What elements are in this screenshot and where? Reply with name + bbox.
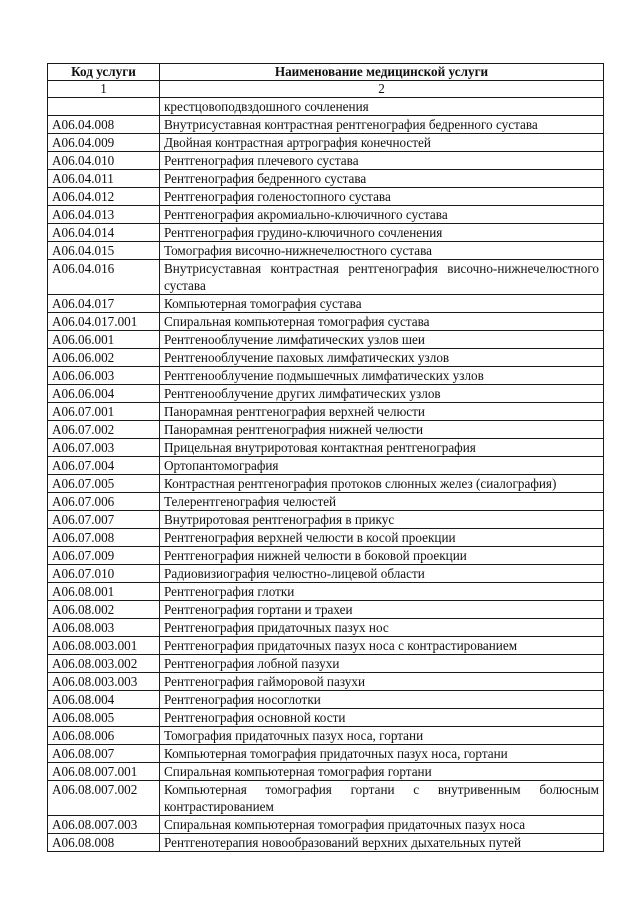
service-code: A06.07.001: [48, 403, 160, 421]
service-name: Рентгенооблучение других лимфатических узлов: [160, 385, 604, 403]
service-name: Спиральная компьютерная томография гортани: [160, 763, 604, 781]
service-name: Внутриротовая рентгенография в прикус: [160, 511, 604, 529]
service-code: A06.04.015: [48, 242, 160, 260]
table-row: [48, 439, 604, 457]
table-row: [48, 152, 604, 170]
service-code: A06.08.003.003: [48, 673, 160, 691]
service-name: Рентгенография гортани и трахеи: [160, 601, 604, 619]
service-code: A06.04.011: [48, 170, 160, 188]
service-code: A06.04.013: [48, 206, 160, 224]
table-row: [48, 385, 604, 403]
service-code: A06.07.005: [48, 475, 160, 493]
header-code: Код услуги: [48, 64, 160, 81]
service-name: Компьютерная томография сустава: [160, 295, 604, 313]
service-name: Рентгенография нижней челюсти в боковой проекции: [160, 547, 604, 565]
service-code: A06.08.001: [48, 583, 160, 601]
table-row: [48, 601, 604, 619]
service-code: A06.08.002: [48, 601, 160, 619]
service-name: Радиовизиография челюстно-лицевой области: [160, 565, 604, 583]
service-name: Рентгенография грудино-ключичного сочленения: [160, 224, 604, 242]
service-name: Спиральная компьютерная томография придаточных пазух носа: [160, 816, 604, 834]
service-name: Двойная контрастная артрография конечностей: [160, 134, 604, 152]
service-code: A06.08.006: [48, 727, 160, 745]
service-code: A06.08.003: [48, 619, 160, 637]
service-code: A06.07.008: [48, 529, 160, 547]
column-number-2: 2: [160, 81, 604, 98]
service-code: A06.08.007.002: [48, 781, 160, 816]
service-name: Контрастная рентгенография протоков слюнных желез (сиалография): [160, 475, 604, 493]
table-row: [48, 98, 604, 116]
service-code: A06.06.003: [48, 367, 160, 385]
service-code: A06.07.009: [48, 547, 160, 565]
table-row: [48, 655, 604, 673]
header-row: [48, 64, 604, 81]
service-name: Рентгенография бедренного сустава: [160, 170, 604, 188]
service-code: A06.04.016: [48, 260, 160, 295]
service-code: A06.08.007: [48, 745, 160, 763]
service-name: Рентгенография лобной пазухи: [160, 655, 604, 673]
service-code: A06.04.009: [48, 134, 160, 152]
service-name: Томография придаточных пазух носа, гортани: [160, 727, 604, 745]
service-name: крестцовоподвздошного сочленения: [160, 98, 604, 116]
table-row: [48, 242, 604, 260]
service-name: Внутрисуставная контрастная рентгенография бедренного сустава: [160, 116, 604, 134]
service-code: A06.04.017.001: [48, 313, 160, 331]
service-code: A06.04.012: [48, 188, 160, 206]
service-code: A06.06.002: [48, 349, 160, 367]
service-name: Рентгенооблучение паховых лимфатических узлов: [160, 349, 604, 367]
table-row: [48, 313, 604, 331]
service-name: Прицельная внутриротовая контактная рентгенография: [160, 439, 604, 457]
table-row: [48, 170, 604, 188]
service-code: A06.07.007: [48, 511, 160, 529]
table-row: [48, 511, 604, 529]
table-row: [48, 403, 604, 421]
service-code: [48, 98, 160, 116]
table-row: [48, 565, 604, 583]
table-row: [48, 457, 604, 475]
service-name: Панорамная рентгенография верхней челюсти: [160, 403, 604, 421]
service-code: A06.04.008: [48, 116, 160, 134]
services-table: [47, 63, 604, 852]
table-row: [48, 421, 604, 439]
service-code: A06.08.008: [48, 834, 160, 852]
table-row: [48, 745, 604, 763]
service-code: A06.08.003.001: [48, 637, 160, 655]
service-name: Рентгенооблучение лимфатических узлов шеи: [160, 331, 604, 349]
service-name: Рентгенография верхней челюсти в косой проекции: [160, 529, 604, 547]
service-name: Рентгенотерапия новообразований верхних дыхательных путей: [160, 834, 604, 852]
service-name: Ортопантомография: [160, 457, 604, 475]
table-row: [48, 781, 604, 816]
service-name: Компьютерная томография гортани с внутривенным болюсным контрастированием: [160, 781, 604, 816]
service-name: Рентгенография основной кости: [160, 709, 604, 727]
service-name: Телерентгенография челюстей: [160, 493, 604, 511]
column-number-row: [48, 81, 604, 98]
table-row: [48, 547, 604, 565]
service-name: Спиральная компьютерная томография сустава: [160, 313, 604, 331]
table-row: [48, 709, 604, 727]
column-number-1: 1: [48, 81, 160, 98]
service-code: A06.07.010: [48, 565, 160, 583]
table-row: [48, 583, 604, 601]
table-row: [48, 116, 604, 134]
service-name: Рентгенография придаточных пазух нос: [160, 619, 604, 637]
service-name: Внутрисуставная контрастная рентгенография височно-нижнечелюстного сустава: [160, 260, 604, 295]
service-name: Рентгенография носоглотки: [160, 691, 604, 709]
service-code: A06.07.004: [48, 457, 160, 475]
service-code: A06.07.002: [48, 421, 160, 439]
table-row: [48, 727, 604, 745]
table-row: [48, 816, 604, 834]
service-code: A06.04.014: [48, 224, 160, 242]
service-name: Компьютерная томография придаточных пазух носа, гортани: [160, 745, 604, 763]
header-name: Наименование медицинской услуги: [160, 64, 604, 81]
service-name: Рентгенография акромиально-ключичного сустава: [160, 206, 604, 224]
table-row: [48, 475, 604, 493]
service-code: A06.08.003.002: [48, 655, 160, 673]
table-row: [48, 349, 604, 367]
service-code: A06.06.004: [48, 385, 160, 403]
service-code: A06.04.017: [48, 295, 160, 313]
service-name: Рентгенография плечевого сустава: [160, 152, 604, 170]
table-row: [48, 763, 604, 781]
service-code: A06.06.001: [48, 331, 160, 349]
service-code: A06.07.006: [48, 493, 160, 511]
service-code: A06.08.004: [48, 691, 160, 709]
table-row: [48, 260, 604, 295]
document-page: [47, 63, 603, 852]
table-row: [48, 134, 604, 152]
table-row: [48, 331, 604, 349]
service-name: Рентгенография глотки: [160, 583, 604, 601]
table-row: [48, 834, 604, 852]
table-row: [48, 493, 604, 511]
service-name: Рентгенография гайморовой пазухи: [160, 673, 604, 691]
table-row: [48, 224, 604, 242]
table-row: [48, 188, 604, 206]
table-row: [48, 206, 604, 224]
service-code: A06.04.010: [48, 152, 160, 170]
table-row: [48, 295, 604, 313]
table-row: [48, 637, 604, 655]
table-row: [48, 367, 604, 385]
service-code: A06.08.007.003: [48, 816, 160, 834]
table-row: [48, 673, 604, 691]
service-name: Рентгенооблучение подмышечных лимфатических узлов: [160, 367, 604, 385]
table-row: [48, 619, 604, 637]
table-row: [48, 529, 604, 547]
service-code: A06.08.007.001: [48, 763, 160, 781]
service-name: Томография височно-нижнечелюстного сустава: [160, 242, 604, 260]
table-row: [48, 691, 604, 709]
service-name: Панорамная рентгенография нижней челюсти: [160, 421, 604, 439]
table-body: [48, 98, 604, 852]
service-name: Рентгенография голеностопного сустава: [160, 188, 604, 206]
service-code: A06.08.005: [48, 709, 160, 727]
service-code: A06.07.003: [48, 439, 160, 457]
service-name: Рентгенография придаточных пазух носа с контрастированием: [160, 637, 604, 655]
